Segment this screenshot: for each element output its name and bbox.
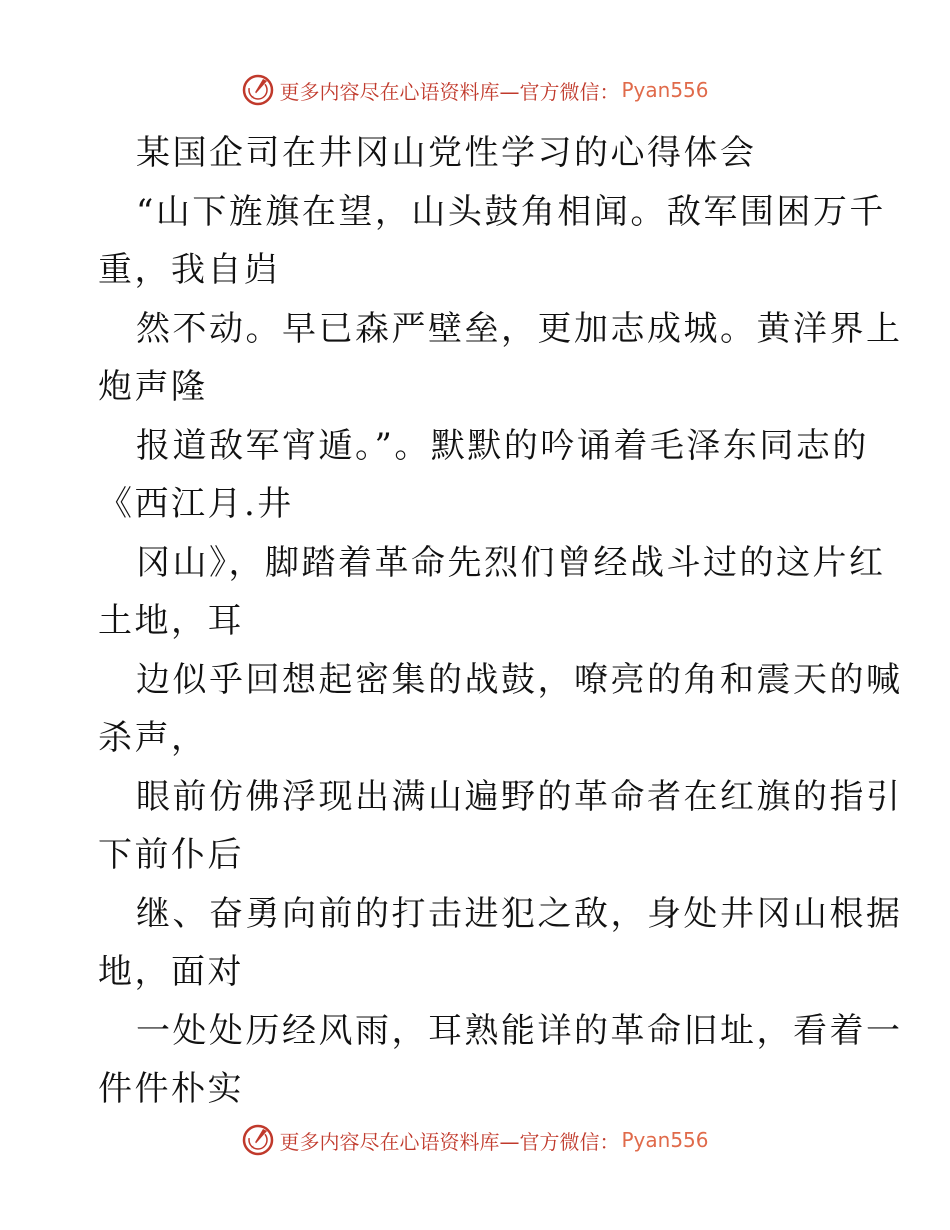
text-line: 杀声， (98, 718, 208, 758)
text-line: 继、奋勇向前的打击进犯之敌，身处井冈山根据 (136, 893, 903, 934)
watermark-contact: Pyan556 (621, 1128, 709, 1152)
text-line: 边似乎回想起密集的战鼓，嘹亮的角和震天的喊 (136, 659, 903, 700)
text-line: 冈山》，脚踏着革命先烈们曾经战斗过的这片红 (136, 542, 886, 583)
watermark-text: 更多内容尽在心语资料库—官方微信： (279, 79, 620, 104)
text-line: 眼前仿佛浮现出满山遍野的革命者在红旗的指引 (136, 776, 903, 817)
document-title: 某国企司在井冈山党性学习的心得体会 (136, 133, 757, 173)
text-line: 重，我自岿 (98, 250, 281, 290)
text-line: 然不动。早已森严壁垒，更加志成城。黄洋界上 (136, 308, 903, 349)
watermark-contact: Pyan556 (621, 78, 709, 102)
text-line: “山下旌旗在望，山头鼓角相闻。敌军围困万千 (136, 191, 886, 232)
text-line: 下前仆后 (98, 835, 244, 875)
text-line: 《西江月.井 (98, 484, 294, 524)
pen-nib-circle-icon (241, 1123, 275, 1157)
watermark-text: 更多内容尽在心语资料库—官方微信： (279, 1129, 620, 1154)
text-line: 炮声隆 (98, 367, 208, 407)
text-line: 件件朴实 (98, 1069, 244, 1109)
document-body (98, 124, 903, 1119)
watermark-header (0, 70, 950, 110)
text-line: 土地，耳 (98, 601, 244, 641)
text-line: 地，面对 (98, 952, 244, 992)
text-line: 报道敌军宵遁。”。默默的吟诵着毛泽东同志的 (136, 425, 869, 466)
pen-nib-circle-icon (241, 73, 275, 107)
watermark-footer (0, 1120, 950, 1160)
text-line: 一处处历经风雨，耳熟能详的革命旧址，看着一 (136, 1010, 903, 1051)
